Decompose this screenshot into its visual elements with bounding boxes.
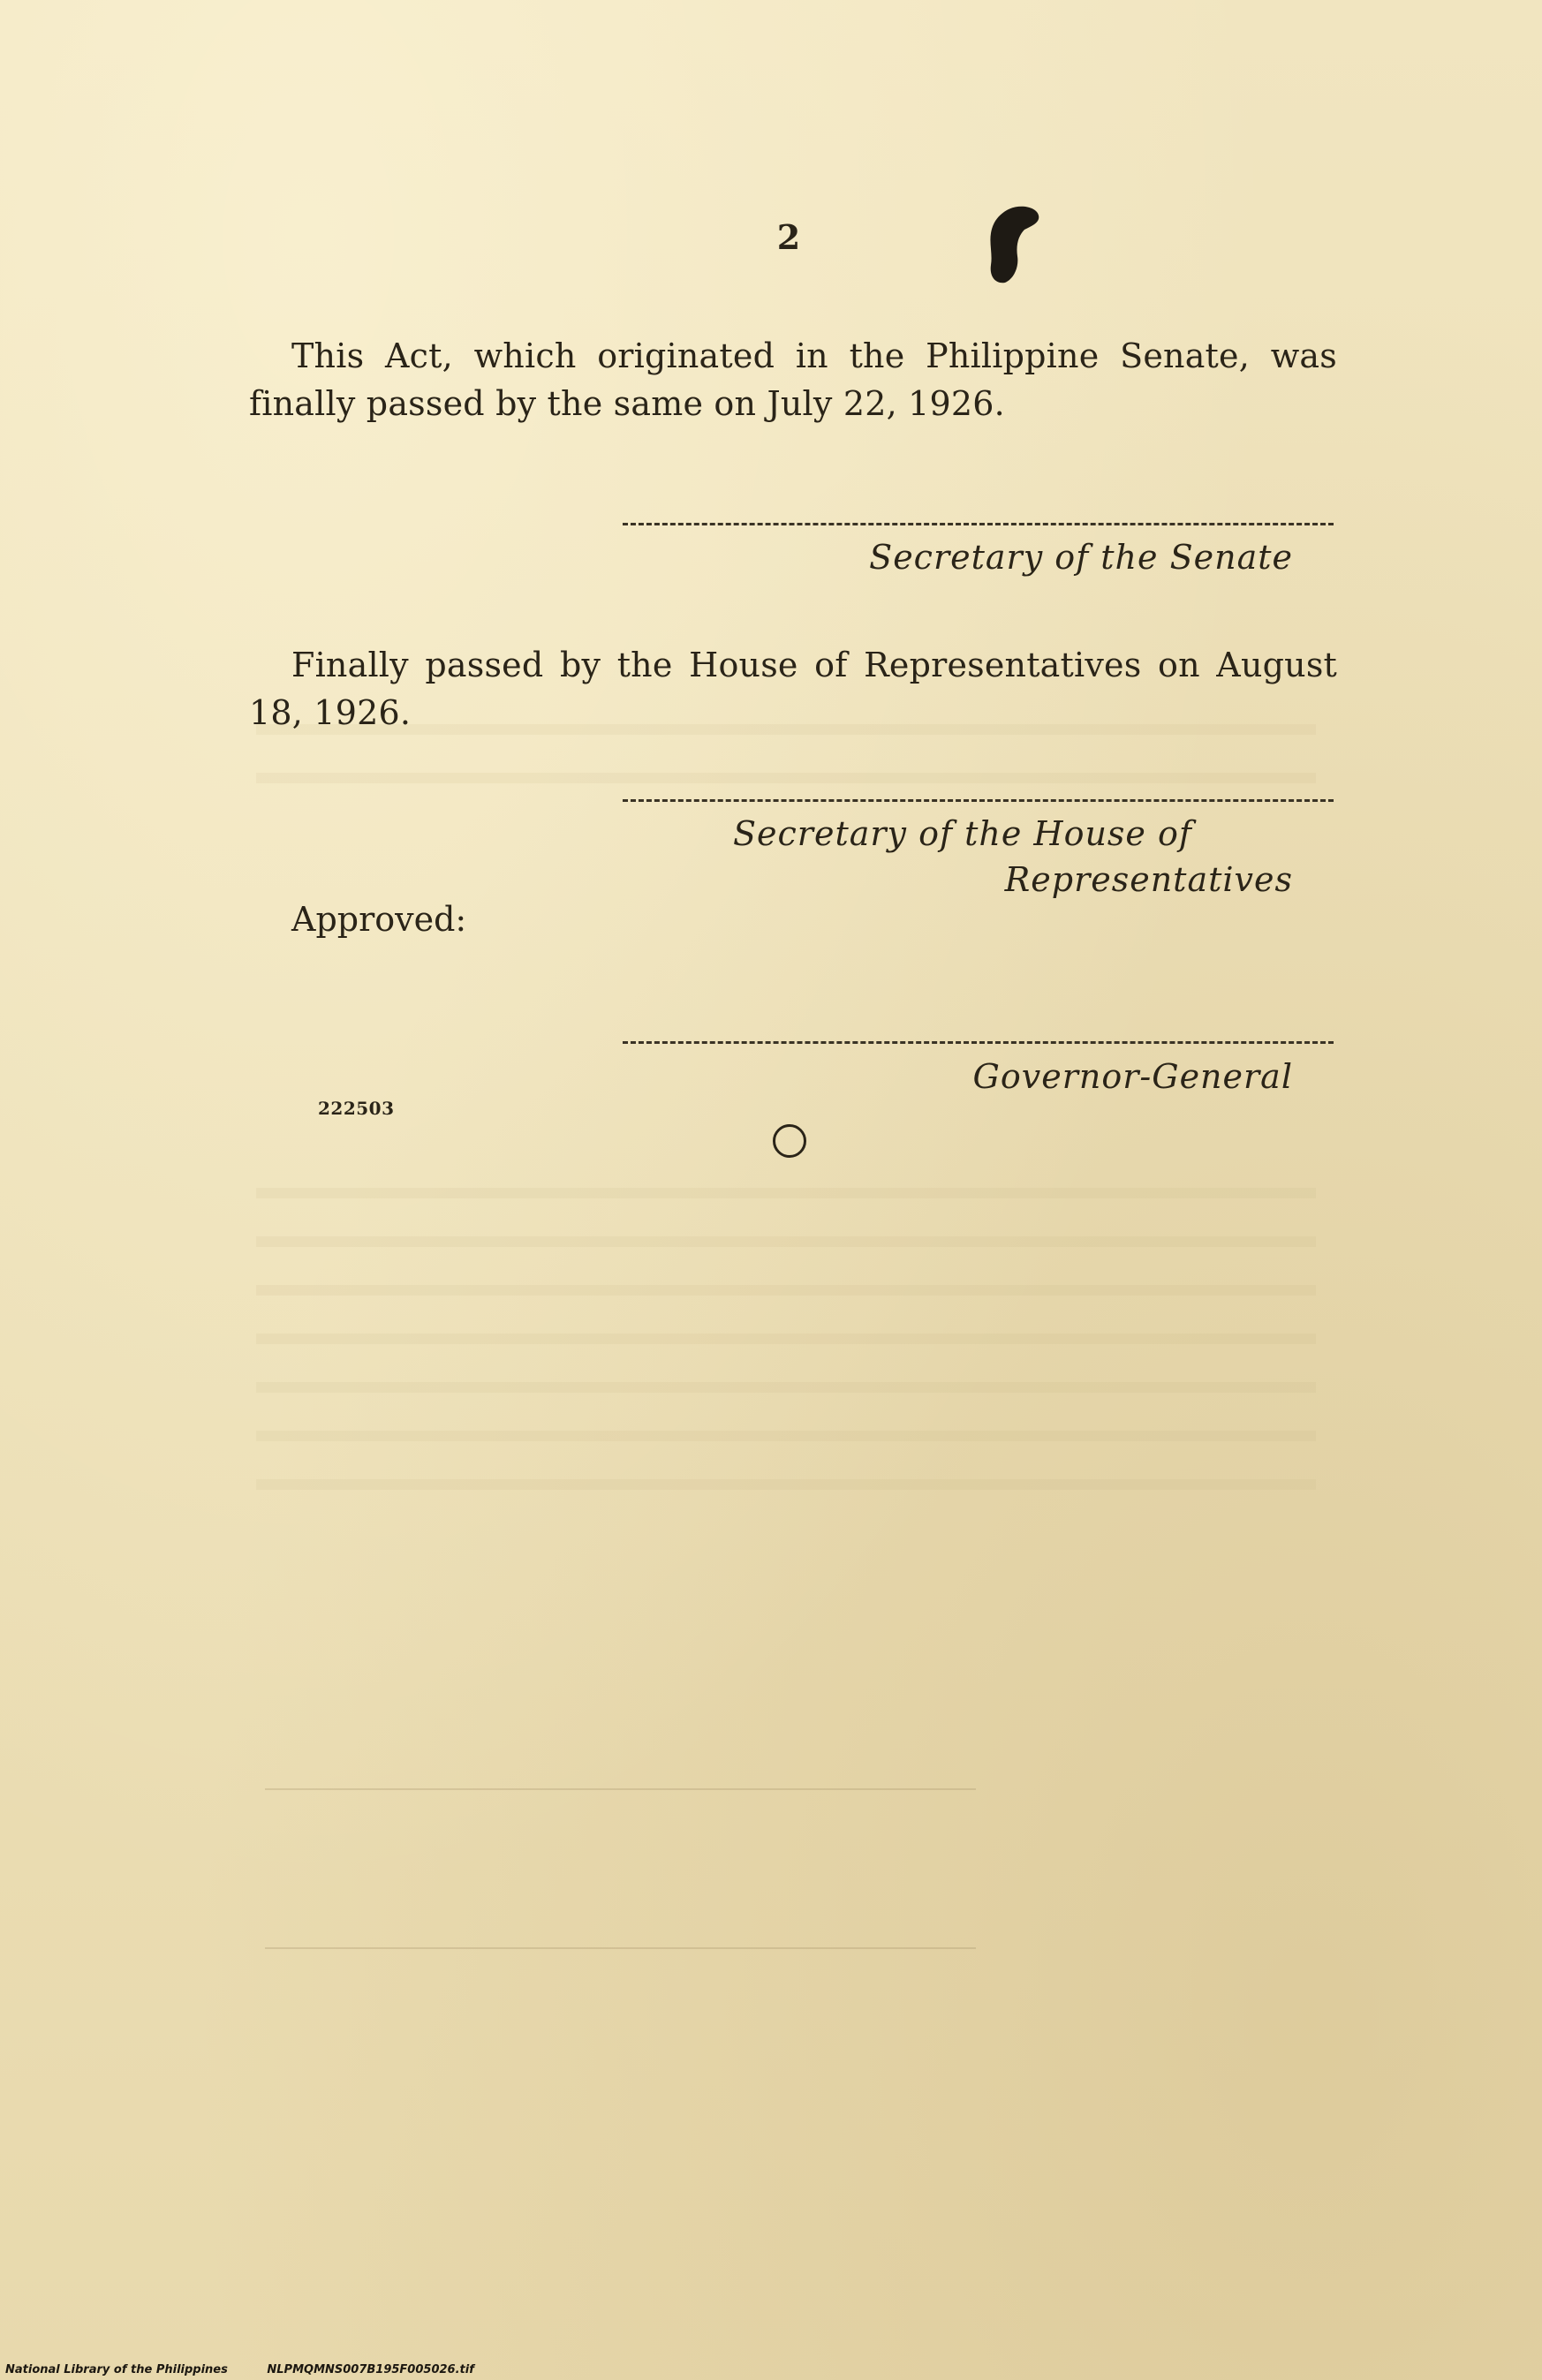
page-number: 2 (776, 217, 801, 257)
show-through-text (256, 1236, 1316, 1247)
document-code: 222503 (318, 1098, 395, 1119)
show-through-text (256, 1334, 1316, 1344)
senate-signature-line (623, 523, 1334, 525)
show-through-text (256, 1382, 1316, 1393)
show-through-text (256, 1285, 1316, 1296)
show-through-text (256, 1431, 1316, 1441)
house-passage-paragraph: Finally passed by the House of Representatives on August 18, 1926. (249, 646, 1337, 732)
archive-footer (5, 2363, 474, 2376)
senate-signatory-title: Secretary of the Senate (869, 538, 1293, 577)
house-signatory-title-line2: Representatives (1004, 860, 1293, 899)
show-through-rule (265, 1788, 976, 1790)
show-through-text (256, 1188, 1316, 1198)
senate-passage-paragraph: This Act, which originated in the Philippine Senate, was finally passed by the same on July 22, 1926. (249, 336, 1337, 423)
archive-name: National Library of the Philippines (5, 2363, 228, 2376)
show-through-text (256, 1479, 1316, 1490)
governor-signature-line (623, 1041, 1334, 1044)
approved-label: Approved: (291, 900, 467, 939)
archive-filename: NLPMQMNS007B195F005026.tif (267, 2363, 474, 2376)
ink-blot (980, 203, 1042, 284)
governor-signatory-title: Governor-General (972, 1057, 1293, 1096)
circle-mark (773, 1124, 806, 1158)
show-through-text (256, 773, 1316, 783)
house-signatory-title-line1: Secretary of the House of (733, 814, 1192, 853)
house-signature-line (623, 799, 1334, 802)
show-through-rule (265, 1947, 976, 1949)
